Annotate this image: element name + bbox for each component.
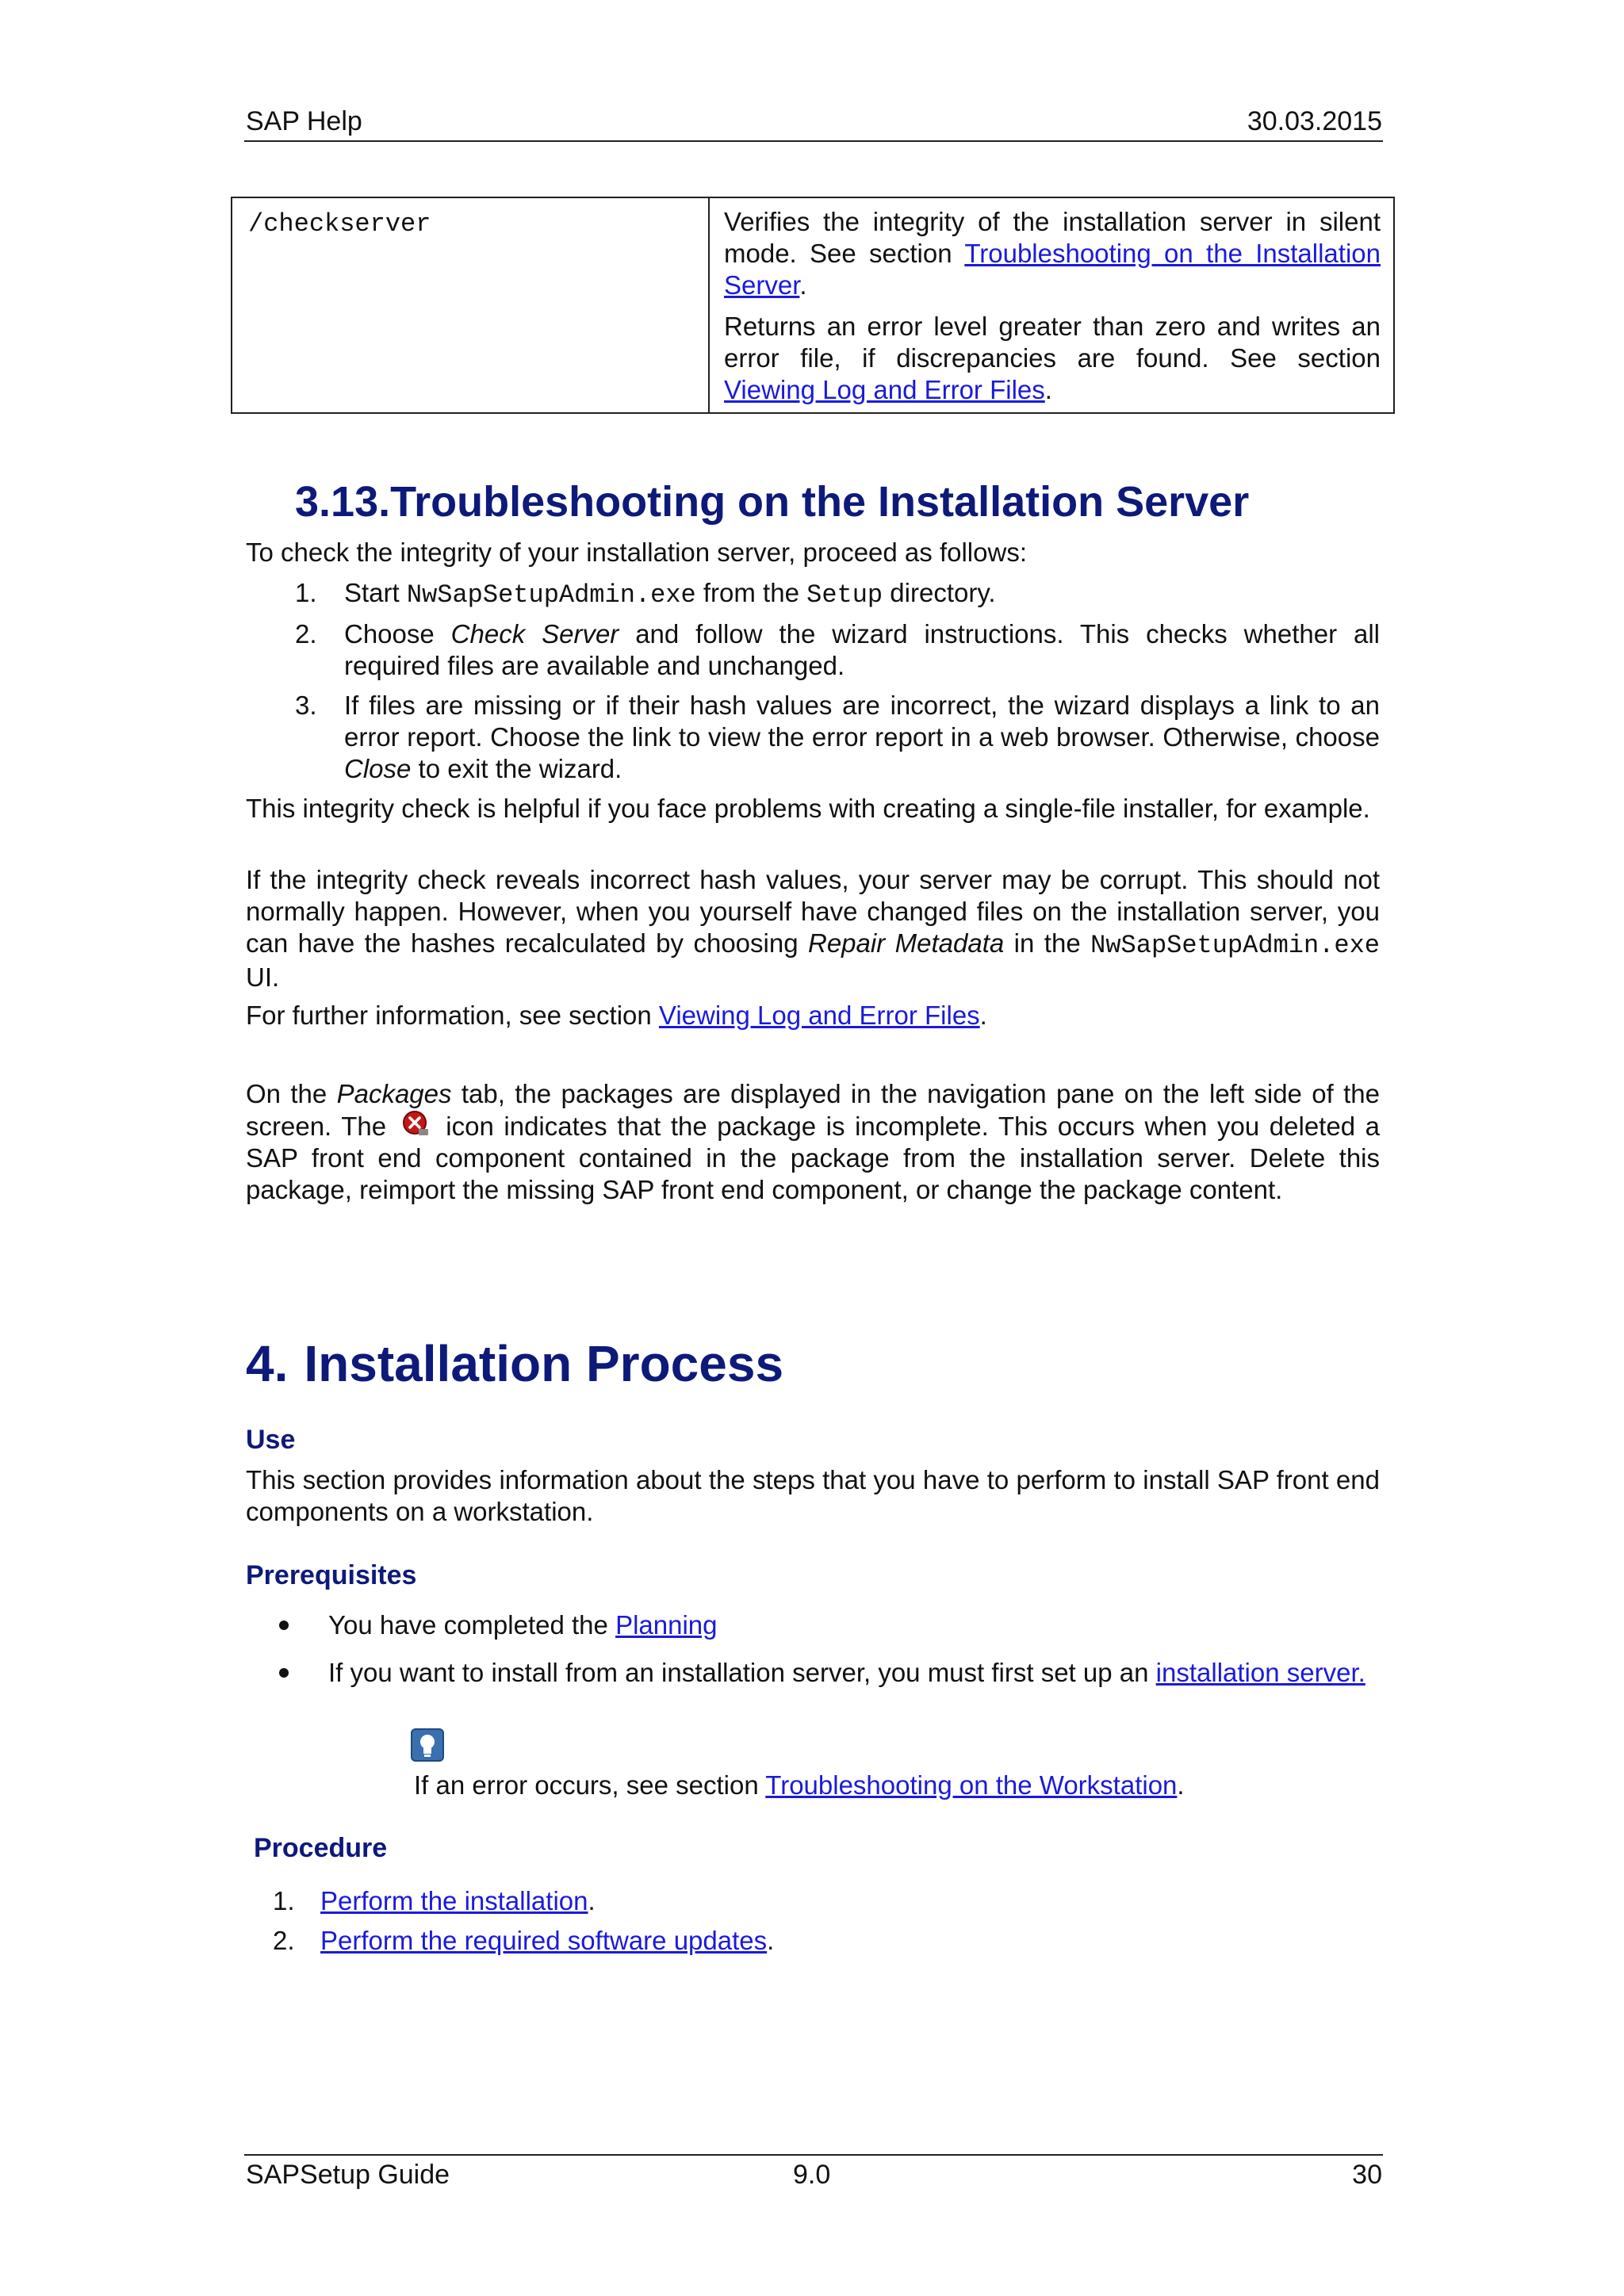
footer-rule [244,2154,1383,2156]
footer-page-number: 30 [1352,2160,1382,2190]
bullet-item-installation-server: If you want to install from an installation server, you must first set up an installation server. [328,1658,1365,1687]
bullet-icon [279,1621,289,1630]
step-3: If files are missing or if their hash values are incorrect, the wizard displays a link to an error report. Choose the link to view the error report in a web browser. Otherwise, choose Close to exit the wizard. [344,691,1380,783]
command-cell [232,197,709,413]
procedure-number: 2. [273,1926,295,1955]
description-para-1: Verifies the integrity of the installation server in silent mode. See section Troubleshooting on the Installation Server. [724,207,1381,300]
procedure-step-1: Perform the installation. [320,1886,596,1915]
link-perform-installation[interactable]: Perform the installation [320,1886,588,1915]
link-perform-updates[interactable]: Perform the required software updates [320,1926,768,1955]
description-cell [709,197,1394,413]
use-text: This section provides information about the steps that you have to perform to install SAP front end components on a workstation. [246,1465,1380,1526]
section-heading-3-13: 3.13.Troubleshooting on the Installation Server [295,478,1250,526]
command-table [231,197,1395,414]
step-number: 3. [295,691,317,720]
link-troubleshooting-server[interactable]: Troubleshooting on the Installation Server [724,239,1381,300]
step-number: 1. [295,578,317,607]
link-planning[interactable]: Planning [615,1610,718,1640]
table-row [232,197,1394,413]
paragraph-hash-values: If the integrity check reveals incorrect hash values, your server may be corrupt. This should not normally happen. However, when you yourself have changed files on the installation server, you can have the hashes recalculated by choosing Repair Metadata in the NwSapSetupAdmin.exe UI. [246,865,1380,992]
footer-version: 9.0 [793,2160,831,2190]
section-intro: To check the integrity of your installation server, proceed as follows: [246,538,1027,567]
procedure-label: Procedure [254,1833,388,1863]
bullet-item-planning: You have completed the Planning [328,1610,718,1640]
step-1: Start NwSapSetupAdmin.exe from the Setup directory. [344,578,996,610]
paragraph-further-info: For further information, see section Viewing Log and Error Files. [246,1001,987,1030]
procedure-number: 1. [273,1886,295,1915]
procedure-step-2: Perform the required software updates. [320,1926,775,1955]
header-date: 30.03.2015 [1247,106,1382,136]
tip-text: If an error occurs, see section Troubleshooting on the Workstation. [414,1770,1185,1800]
lightbulb-tip-icon [411,1728,444,1762]
step-2: Choose Check Server and follow the wizard instructions. This checks whether all required files are available and unchanged. [344,619,1380,680]
paragraph-integrity-helpful: This integrity check is helpful if you face problems with creating a single-file installer, for example. [246,794,1370,823]
bullet-icon [279,1668,289,1678]
error-x-icon [401,1110,431,1138]
step-number: 2. [295,619,317,649]
link-installation-server[interactable]: installation server. [1155,1658,1365,1687]
header-title: SAP Help [246,106,362,136]
header-rule [244,140,1383,142]
link-troubleshooting-workstation[interactable]: Troubleshooting on the Workstation [765,1770,1178,1800]
section-heading-4: 4. Installation Process [246,1335,784,1392]
use-label: Use [246,1425,296,1455]
paragraph-packages: On the Packages tab, the packages are displayed in the navigation pane on the left side of the screen. The icon indicates that the package is incomplete. This occurs when you deleted a SAP front end component contained in the package from the installation server. Delete this package, reimport the missing SAP front end component, or change the package content. [246,1079,1380,1204]
description-para-2: Returns an error level greater than zero and writes an error file, if discrepancies are found. See section Viewing Log and Error Files. [724,312,1381,404]
command-name: /checkserver [248,209,431,239]
link-viewing-log-2[interactable]: Viewing Log and Error Files [658,1001,980,1030]
footer-guide-title: SAPSetup Guide [246,2160,450,2190]
prerequisites-label: Prerequisites [246,1560,417,1590]
link-viewing-log[interactable]: Viewing Log and Error Files [724,375,1045,404]
